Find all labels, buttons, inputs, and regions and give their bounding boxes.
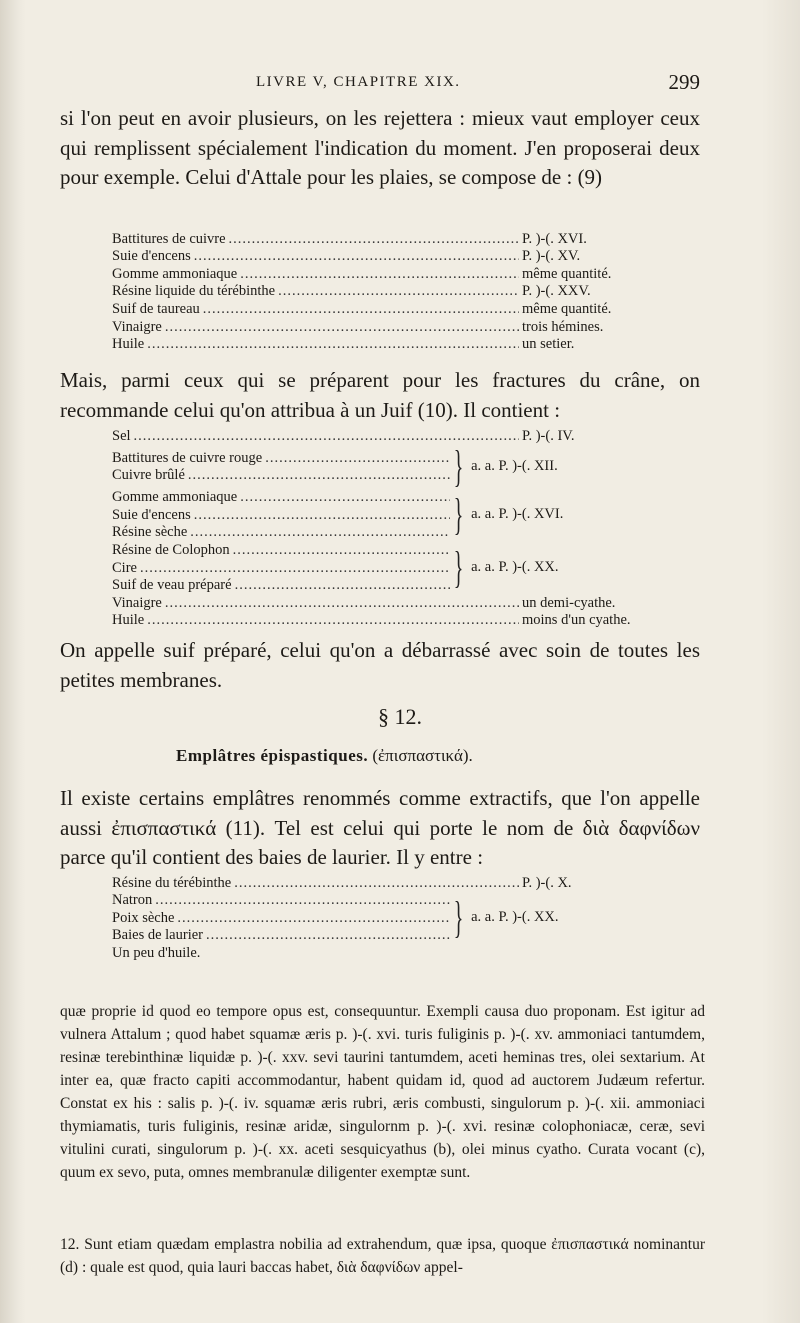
quantity: un setier. bbox=[522, 336, 575, 353]
ingredient: Résine de Colophon bbox=[112, 541, 230, 558]
dot-leader bbox=[155, 892, 450, 909]
recipe-skull-fracture bbox=[112, 427, 672, 629]
ingredient-group bbox=[112, 892, 672, 945]
dot-leader bbox=[165, 319, 519, 336]
recipe-row bbox=[112, 577, 452, 595]
ingredient: Résine liquide du térébinthe bbox=[112, 283, 276, 300]
group-quantity: a. a. P. )-(. XX. bbox=[471, 559, 559, 576]
quantity: trois hémines. bbox=[522, 318, 604, 335]
ingredient: Sel bbox=[112, 427, 131, 444]
dot-leader bbox=[240, 266, 519, 283]
recipe-row bbox=[112, 467, 452, 485]
ingredient: Un peu d'huile. bbox=[112, 944, 201, 961]
quantity: même quantité. bbox=[522, 300, 612, 317]
recipe-row bbox=[112, 248, 672, 266]
paragraph-suif-note: On appelle suif préparé, celui qu'on a débarrassé avec soin de toutes les petites membranes. bbox=[60, 638, 700, 692]
section-title-text: Emplâtres épispastiques. bbox=[176, 746, 369, 765]
recipe-laurel bbox=[112, 874, 672, 962]
brace-glyph: } bbox=[453, 892, 464, 942]
ingredient: Suie d'encens bbox=[112, 248, 191, 265]
ingredient: Natron bbox=[112, 892, 153, 909]
ingredient: Vinaigre bbox=[112, 594, 162, 611]
recipe-attalus bbox=[112, 230, 672, 353]
recipe-row bbox=[112, 300, 672, 318]
recipe-row bbox=[112, 265, 672, 283]
dot-leader bbox=[188, 467, 450, 484]
ingredient: Huile bbox=[112, 612, 145, 629]
dot-leader bbox=[147, 612, 519, 629]
dot-leader bbox=[229, 231, 519, 248]
recipe-row bbox=[112, 318, 672, 336]
ingredient: Cire bbox=[112, 559, 137, 576]
page-number: 299 bbox=[668, 70, 700, 94]
dot-leader bbox=[233, 542, 450, 559]
paragraph-jewish-plaster: Mais, parmi ceux qui se préparent pour les fractures du crâne, on recommande celui qu'on attribua à un Juif (10). Il contient : bbox=[60, 368, 700, 422]
dot-leader bbox=[194, 507, 450, 524]
recipe-row bbox=[112, 449, 452, 467]
quantity: P. )-(. X. bbox=[522, 874, 572, 891]
dot-leader bbox=[240, 489, 450, 506]
recipe-row bbox=[112, 230, 672, 248]
ingredient: Battitures de cuivre bbox=[112, 230, 226, 247]
recipe-row bbox=[112, 909, 452, 927]
page-gutter-shadow bbox=[0, 0, 26, 1323]
ingredient: Gomme ammoniaque bbox=[112, 489, 238, 506]
ingredient: Résine du térébinthe bbox=[112, 874, 232, 891]
paragraph-intro: si l'on peut en avoir plusieurs, on les rejettera : mieux vaut employer ceux qui remplissent spécialement l'indication du moment. J'en proposerai deux pour exemple. Celui d'Attale pour les plaies, se compose de : (9) bbox=[60, 106, 700, 189]
recipe-row bbox=[112, 427, 672, 445]
section-number: § 12. bbox=[378, 704, 422, 729]
dot-leader bbox=[278, 283, 519, 300]
paragraph-epispastic: Il existe certains emplâtres renommés comme extractifs, que l'on appelle aussi ἐπισπαστικά (11). Tel est celui qui porte le nom de διὰ δαφνίδων parce qu'il contient des baies de laurier. Il y entre : bbox=[60, 786, 700, 869]
recipe-row bbox=[112, 944, 672, 962]
ingredient: Suie d'encens bbox=[112, 506, 191, 523]
page-header bbox=[60, 70, 700, 98]
page-edge-shadow bbox=[762, 0, 800, 1323]
recipe-row bbox=[112, 283, 672, 301]
group-quantity: a. a. P. )-(. XX. bbox=[471, 909, 559, 926]
dot-leader bbox=[165, 595, 519, 612]
quantity: P. )-(. IV. bbox=[522, 427, 575, 444]
dot-leader bbox=[177, 910, 450, 927]
ingredient: Cuivre brûlé bbox=[112, 467, 185, 484]
recipe-row bbox=[112, 541, 452, 559]
ingredient: Gomme ammoniaque bbox=[112, 265, 238, 282]
brace-glyph: } bbox=[453, 441, 464, 491]
dot-leader bbox=[265, 450, 450, 467]
ingredient-group bbox=[112, 541, 672, 594]
quantity: P. )-(. XVI. bbox=[522, 230, 587, 247]
ingredient: Huile bbox=[112, 336, 145, 353]
recipe-row bbox=[112, 612, 672, 630]
ingredient: Baies de laurier bbox=[112, 927, 203, 944]
dot-leader bbox=[235, 577, 450, 594]
running-title: LIVRE V, CHAPITRE XIX. bbox=[256, 74, 461, 90]
quantity: même quantité. bbox=[522, 265, 612, 282]
recipe-row bbox=[112, 594, 672, 612]
section-title bbox=[176, 746, 473, 766]
brace-glyph: } bbox=[453, 542, 464, 592]
quantity: P. )-(. XV. bbox=[522, 248, 581, 265]
recipe-row bbox=[112, 927, 452, 945]
quantity: un demi-cyathe. bbox=[522, 594, 616, 611]
ingredient-group bbox=[112, 489, 672, 542]
dot-leader bbox=[147, 336, 519, 353]
recipe-row bbox=[112, 524, 452, 542]
dot-leader bbox=[203, 301, 519, 318]
recipe-row bbox=[112, 489, 452, 507]
brace-glyph: } bbox=[453, 489, 464, 539]
quantity: P. )-(. XXV. bbox=[522, 283, 591, 300]
dot-leader bbox=[190, 524, 450, 541]
recipe-row bbox=[112, 892, 452, 910]
dot-leader bbox=[194, 248, 519, 265]
ingredient: Battitures de cuivre rouge bbox=[112, 449, 263, 466]
ingredient: Résine sèche bbox=[112, 524, 188, 541]
recipe-row bbox=[112, 506, 452, 524]
latin-footnote-section-12: 12. Sunt etiam quædam emplastra nobilia ad extrahendum, quæ ipsa, quoque ἐπισπαστικά nominantur (d) : quale est quod, quia lauri baccas habet, διὰ δαφνίδων appel- bbox=[60, 1236, 705, 1276]
dot-leader bbox=[206, 927, 450, 944]
ingredient: Poix sèche bbox=[112, 909, 175, 926]
ingredient-group bbox=[112, 441, 672, 491]
latin-footnote: quæ proprie id quod eo tempore opus est, consequuntur. Exempli causa duo proponam. Est igitur ad vulnera Attalum ; quod habet squamæ æris p. )-(. xvi. turis fuliginis p. )-(. xv. ammoniaci tantumdem, resinæ terebinthinæ liquidæ p. )-(. xxv. sevi taurini tantumdem, aceti heminas tres, olei sextarium. At inter ea, quæ fracto capiti accommodantur, habent quidam id, quod ad auctorem Judæum refertur. Constat ex his : salis p. )-(. iv. squamæ æris rubri, æris combusti, singulorum p. )-(. xii. ammoniaci thymiamatis, turis fuliginis, resinæ aridæ, singulornm p. )-(. xvi. resinæ colophoniacæ, ceræ, sevi vitulini curati, singulorum p. )-(. xx. aceti sesquicyathus (b), olei minus cyatho. Curata vocant (c), quum ex sevo, puta, omnes membranulæ diligenter exemptæ sunt. bbox=[60, 1003, 705, 1181]
group-quantity: a. a. P. )-(. XII. bbox=[471, 458, 558, 475]
recipe-row bbox=[112, 336, 672, 354]
section-title-greek: (ἐπισπαστικά). bbox=[372, 746, 473, 765]
group-quantity: a. a. P. )-(. XVI. bbox=[471, 506, 564, 523]
ingredient: Vinaigre bbox=[112, 318, 162, 335]
quantity: moins d'un cyathe. bbox=[522, 612, 631, 629]
recipe-row bbox=[112, 874, 672, 892]
dot-leader bbox=[234, 875, 519, 892]
dot-leader bbox=[140, 560, 450, 577]
ingredient: Suif de taureau bbox=[112, 300, 200, 317]
recipe-row bbox=[112, 559, 452, 577]
ingredient: Suif de veau préparé bbox=[112, 577, 232, 594]
